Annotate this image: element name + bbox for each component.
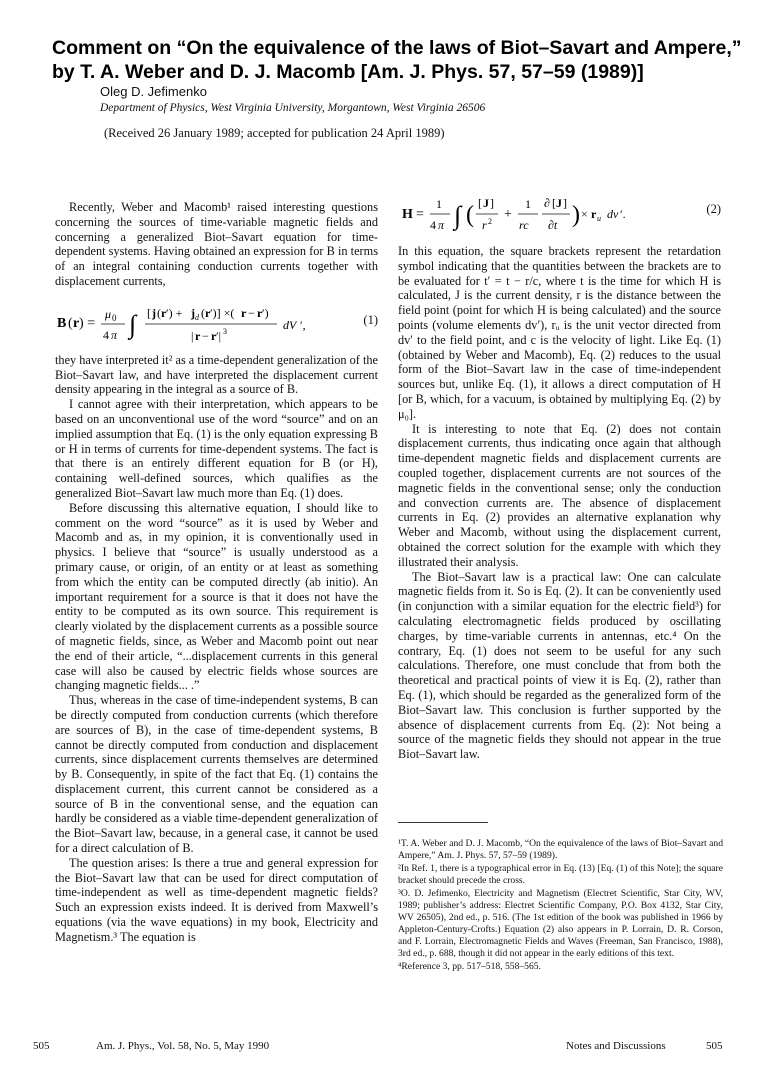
journal-citation: Am. J. Phys., Vol. 58, No. 5, May 1990 [96, 1040, 270, 1052]
page-number-left: 505 [33, 1040, 50, 1052]
svg-text:[: [ [147, 305, 151, 320]
svg-text:dv: dv [607, 207, 619, 221]
svg-text:r: r [482, 218, 487, 232]
paragraph: Before discussing this alternative equation, I should like to comment on the word “source” as it is used by Weber and Macomb and as, in my opinion, it is conventionally used in physics. I believe that “source” is usually understood as a primary cause, or origin, of an entity or at least as something from which the entity can be computed directly (ab initio). An important requirement for a source is that it does not have the entity to be computed as its own source. This requirement is clearly violated by the displacement currents as a possible source of magnetic fields, since, as Weber and Macomb point out near the end of their article, “...displacement currents in this general case will also be caused by electric fields whose sources are changing magnetic fields... .” [55, 500, 378, 693]
footnotes [398, 838, 723, 974]
svg-text:j: j [152, 305, 156, 320]
footnote: ¹T. A. Weber and D. J. Macomb, “On the equivalence of the laws of Biot–Savart and Ampere,” Am. J. Phys. 57, 57–59 (1989). [398, 838, 723, 861]
paragraph: In this equation, the square brackets represent the retardation symbol indicating that the quantities between the brackets are to be evaluated for t′ = t − r/c, where t is the time for which H is calculated, J is the current density, r is the distance between the field point (point for which H is being calculated) and the source points (volume elements dv′), rᵤ is the unit vector directed from dv′ to the field point, and c is the velocity of light. Like Eq. (1) (obtained by Weber and Macomb), Eq. (2) reduces to the usual form of the Biot–Savart law in the case of time-independent sources but, unlike Eq. (1), it allows a direct computation of H [or B, which, for a vacuum, is obtained by multiplying Eq. (2) by μ₀]. [398, 244, 721, 421]
svg-text:): ) [572, 202, 580, 228]
svg-text:=: = [416, 207, 424, 222]
left-column [55, 200, 378, 945]
author-affiliation: Department of Physics, West Virginia University, Morgantown, West Virginia 26506 [100, 102, 486, 114]
svg-text:J: J [483, 196, 489, 210]
footnote: ⁴Reference 3, pp. 517–518, 558–565. [398, 961, 541, 972]
svg-text:4: 4 [430, 218, 436, 232]
svg-text:r: r [205, 305, 211, 320]
svg-text:′,: ′, [300, 317, 306, 332]
svg-text:+: + [504, 207, 512, 222]
paragraph: The question arises: Is there a true and general expression for the Biot–Savart law that can be used for direct computation of time-independent as well as time-dependent magnetic fields? Such an expression exists indeed. It is derived from Maxwell’s equations (via the wave equations) in my book, Electricity and Magnetism.³ The equation is [55, 855, 378, 944]
svg-text:B: B [57, 315, 67, 331]
equation-1-number: (1) [363, 312, 378, 327]
footnote-rule [398, 822, 488, 823]
svg-text:u: u [597, 214, 601, 223]
paragraph: It is interesting to note that Eq. (2) does not contain displacement currents, thus indicating once again that although time-dependent magnetic fields and displacement currents are coupled together, displacement currents are not sources of the magnetic fields in the conventional sense; only the conduction and convection currents are. The absence of displacement currents in Eq. (2) provides an alternative explanation why Weber and Macomb, without using the displacement current, obtained the correct solution for the example with which they illustrated their analysis. [398, 421, 721, 569]
svg-text:π: π [111, 327, 118, 342]
svg-text:(: ( [157, 305, 161, 320]
paragraph: The Biot–Savart law is a practical law: One can calculate magnetic fields from it. So is Eq. (2). It can be conveniently used (in conjunction with a similar equation for the electric field³) for calculating electromagnetic fields produced by oscillating charges, by time-variable currents in antennas, etc.⁴ On the contrary, Eq. (1) does not seem to be useful for any such calculations. Therefore, one must conclude that from both the theoretical and practical points of view it is Eq. (2), rather than Eq. (1), which should be regarded as the generalized form of the Biot–Savart law. This conclusion is further supported by the absence of displacement currents from Eq. (2): Not being a source of the magnetic fields they should not appear in the true Biot–Savart law. [398, 569, 721, 762]
svg-text:J: J [556, 196, 562, 210]
equation-1-formula [55, 291, 355, 351]
svg-text:2: 2 [488, 217, 492, 226]
paragraph: I cannot agree with their interpretation, which appears to be based on an unconventional use of the word “source” and on an implied assumption that Eq. (1) is the only equation expressing B or H in terms of currents for time-dependent systems. The fact is that there is an entirely different equation for B (or H), containing well-defined sources, which qualifies as the generalized Biot–Savart law much more than Eq. (1) does. [55, 397, 378, 500]
svg-text:(: ( [68, 315, 73, 331]
svg-text:[: [ [478, 196, 482, 210]
svg-text:[: [ [552, 196, 556, 210]
svg-text:1: 1 [525, 197, 531, 211]
equation-2 [398, 180, 721, 240]
svg-text:∫: ∫ [129, 309, 137, 339]
page-number-right: 505 [706, 1040, 723, 1052]
svg-text:−: − [202, 328, 209, 343]
author-name: Oleg D. Jefimenko [100, 84, 207, 99]
svg-text:′): ′) [262, 305, 269, 320]
svg-text:4: 4 [103, 327, 109, 342]
paragraph: Thus, whereas in the case of time-independent systems, B can be directly computed from conduction currents (which therefore are sources of B), in the case of time-dependent systems, B cannot be directly computed from conduction and displacement currents, since displacement currents themselves are determined by B. Consequently, in spite of the fact that Eq. (1) contains the displacement current, this current cannot be considered as a source of B in the conventional sense, and the equation can hardly be considered as a viable time-dependent generalization of the Biot–Savart law, because, in a general case, it cannot be used for a direct calculation of B. [55, 693, 378, 856]
svg-text:(: ( [201, 305, 205, 320]
equation-1 [55, 291, 378, 351]
svg-text:]: ] [490, 196, 494, 210]
svg-text:dV: dV [283, 317, 297, 332]
svg-text:′|: ′| [216, 328, 222, 343]
received-dates: (Received 26 January 1989; accepted for publication 24 April 1989) [104, 126, 445, 140]
section-name: Notes and Discussions [566, 1040, 666, 1052]
equation-2-number: (2) [706, 202, 721, 216]
svg-text:H: H [402, 207, 413, 222]
paragraph: Recently, Weber and Macomb¹ raised interesting questions concerning the sources of time-variable magnetic fields and concerning a generalized Biot–Savart equation for time-dependent systems. Having obtained an expression for B in terms of an integral containing conduction currents together with displacement currents, [55, 200, 378, 288]
svg-text:π: π [438, 218, 445, 232]
svg-text:∫: ∫ [454, 201, 462, 230]
svg-text:d: d [195, 312, 199, 322]
svg-text:1: 1 [436, 197, 442, 211]
svg-text:−: − [248, 305, 255, 320]
footnote: ²In Ref. 1, there is a typographical error in Eq. (13) [Eq. (1) of this Note]; the square bracket should precede the cross. [398, 863, 723, 886]
svg-text:′)] ×(: ′)] ×( [210, 305, 235, 320]
article-title: Comment on “On the equivalence of the laws of Biot–Savart and Ampere,” by T. A. Weber and D. J. Macomb [Am. J. Phys. 57, 57–59 (1989)] [52, 37, 742, 83]
svg-text:r: r [257, 305, 263, 320]
footnote: ³O. D. Jefimenko, Electricity and Magnetism (Electret Scientific, Star City, WV, 1989; publisher’s address: Electret Scientific Company, P.O. Box 4132, Star City, WV 26505), 2nd ed., p. 516. (The 1st edition of the book was published in 1966 by Appleton-Century-Crofts.) Equation (2) also appears in P. Lorrain, D. R. Corson, and F. Lorrain, Electromagnetic Fields and Waves (Freeman, San Francisco, 1988), 3rd ed., p. 688, though it did not appear in the early editions of this text. [398, 888, 723, 959]
svg-text:3: 3 [223, 326, 227, 336]
paragraph: they have interpreted it² as a time-dependent generalization of the Biot–Savart law, and have interpreted the displacement current density appearing in the integral as a source of B. [55, 352, 378, 397]
svg-text:0: 0 [112, 312, 117, 323]
svg-text:r: r [161, 305, 167, 320]
svg-text:μ: μ [105, 306, 112, 321]
right-column [398, 244, 721, 762]
svg-text:∂: ∂ [544, 196, 550, 210]
svg-text:r: r [195, 328, 201, 343]
svg-text:′) +: ′) + [166, 305, 183, 320]
svg-text:|: | [191, 328, 194, 343]
svg-text:′.: ′. [620, 207, 626, 221]
svg-text:]: ] [563, 196, 567, 210]
svg-text:r: r [591, 207, 597, 221]
svg-text:j: j [191, 305, 195, 320]
svg-text:(: ( [466, 202, 474, 228]
equation-2-formula [398, 180, 698, 240]
svg-text:r: r [211, 328, 217, 343]
svg-text:r: r [241, 305, 247, 320]
svg-text:rc: rc [519, 218, 529, 232]
svg-text:∂t: ∂t [548, 218, 558, 232]
svg-text:r: r [73, 315, 80, 331]
svg-text:) =: ) = [79, 315, 96, 331]
svg-text:×: × [581, 207, 588, 221]
